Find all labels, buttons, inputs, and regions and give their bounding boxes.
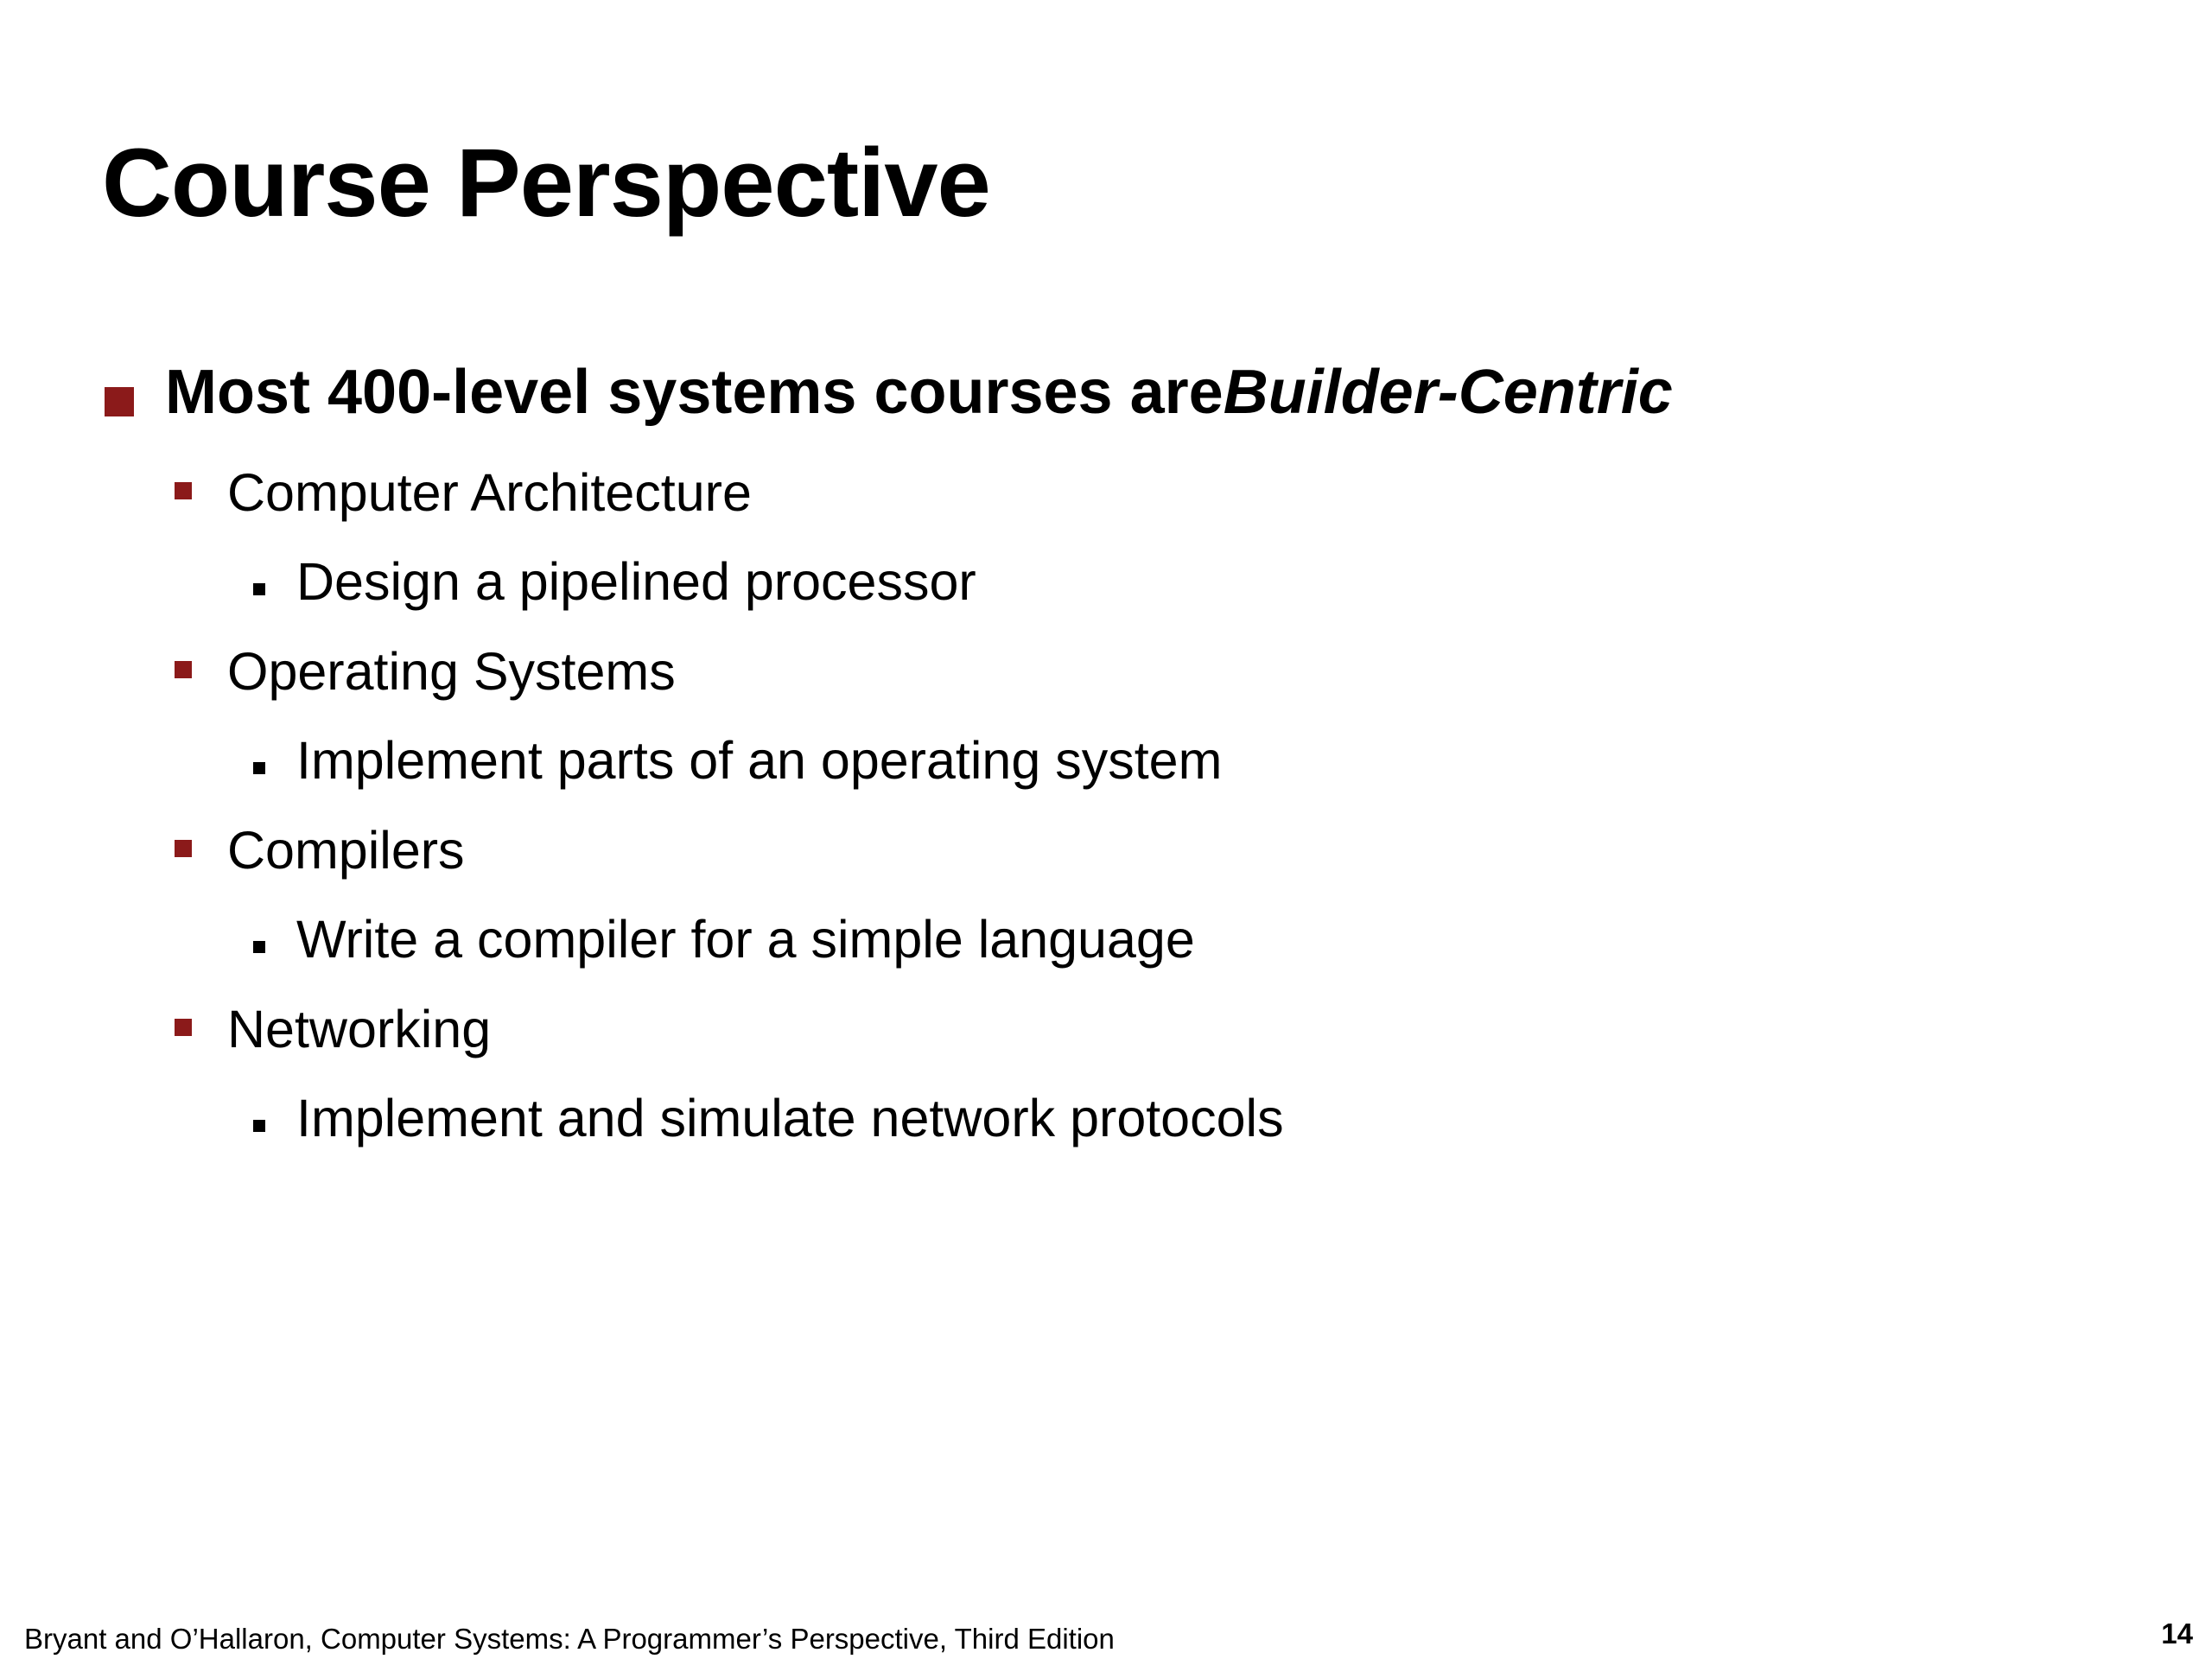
square-bullet-icon [253,583,265,595]
main-bullet-text: Most 400-level systems courses are [165,358,1224,427]
square-bullet-icon [175,840,192,857]
main-bullet-emphasis: Builder-Centric [1223,358,1673,427]
topic-label: Networking [227,1000,492,1058]
square-bullet-icon [253,1120,265,1132]
page-number: 14 [2161,1618,2193,1649]
topic-detail-text: Implement parts of an operating system [296,731,1223,790]
topic-label: Operating Systems [227,642,676,701]
slide-footer: Bryant and O’Hallaron, Computer Systems: A Programmer’s Perspective, Third Edition [24,1623,1115,1655]
topic-detail-text: Implement and simulate network protocols [296,1089,1284,1147]
topic-label: Compilers [227,821,465,880]
topic-item [227,1000,492,1058]
topic-detail [296,910,1195,969]
slide-title: Course Perspective [102,129,990,237]
square-bullet-icon [105,387,134,416]
topic-detail [296,1089,1284,1147]
square-bullet-icon [253,762,265,774]
topic-item [227,642,676,701]
topic-label: Computer Architecture [227,463,752,522]
main-bullet [165,358,1673,427]
topic-detail-text: Write a compiler for a simple language [296,910,1195,969]
topic-item [227,821,465,880]
topic-detail [296,731,1223,790]
square-bullet-icon [253,941,265,953]
square-bullet-icon [175,1019,192,1036]
square-bullet-icon [175,482,192,499]
topic-detail-text: Design a pipelined processor [296,552,976,611]
square-bullet-icon [175,661,192,678]
topic-detail [296,552,976,611]
topic-item [227,463,752,522]
